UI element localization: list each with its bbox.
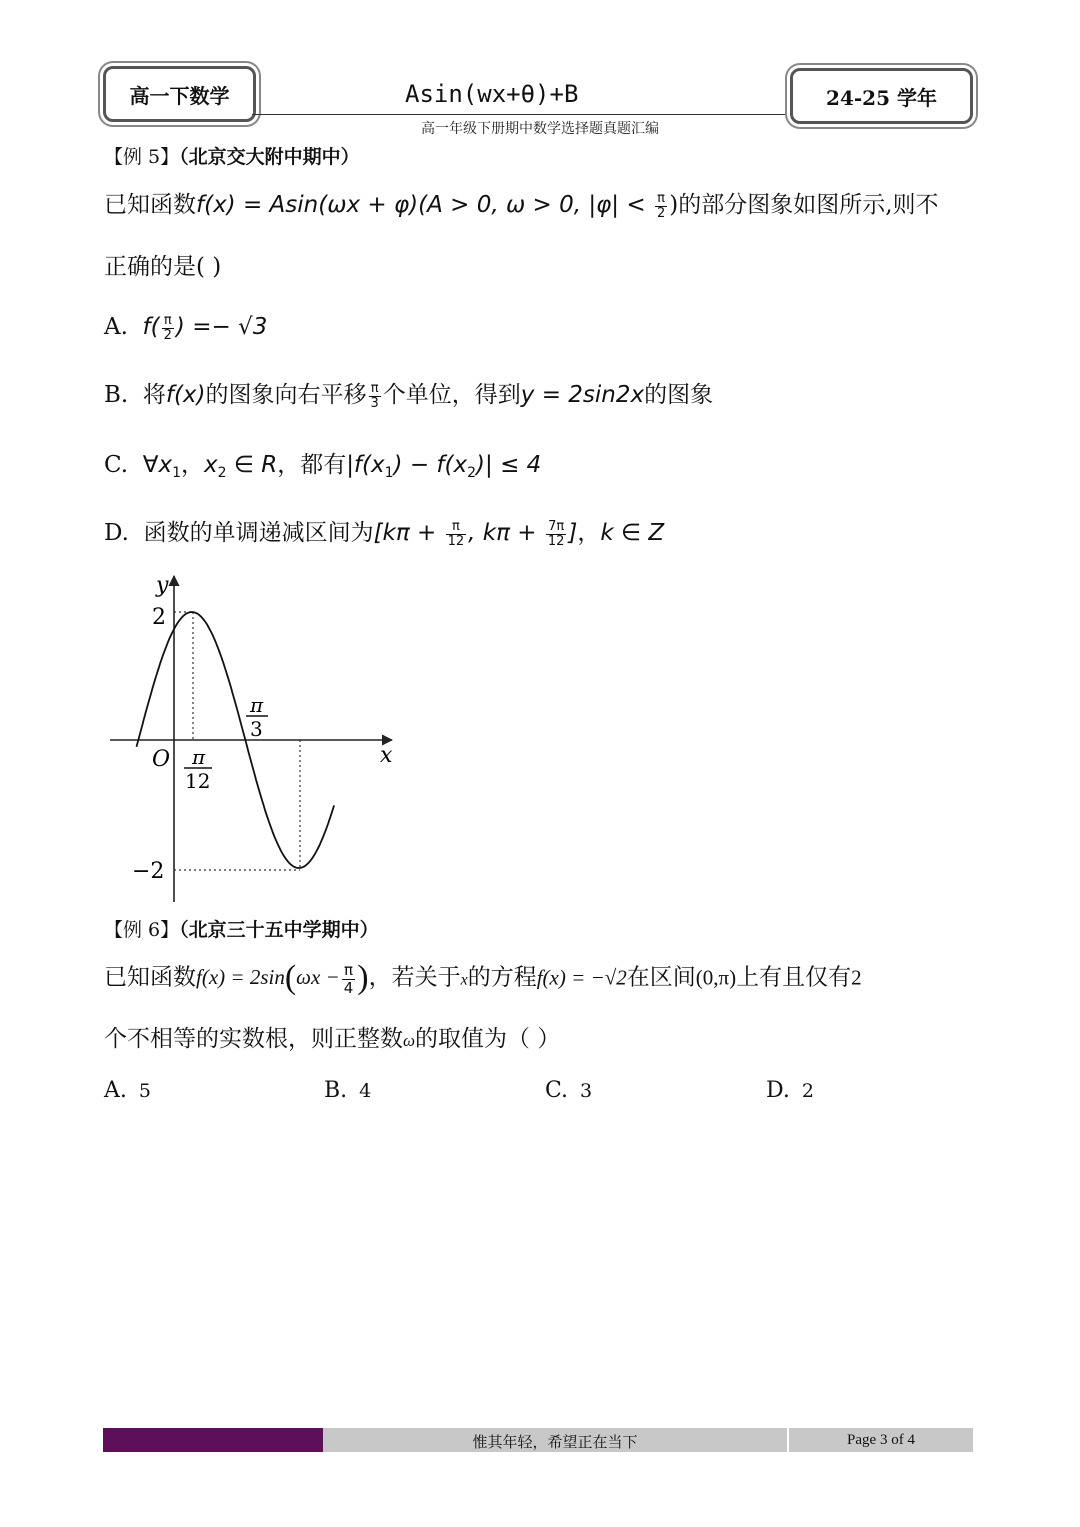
example5-option-c (104, 450, 541, 488)
header-subtitle: 高一年级下册期中数学选择题真题汇编 (421, 121, 659, 137)
stem-function: f(x) = Asin(ωx + φ)(A > 0, ω > 0, |φ| < (196, 192, 653, 218)
option-value: 5 (138, 1080, 151, 1102)
option-text: 的图象 (644, 382, 714, 408)
stem-number: 2 (851, 965, 862, 990)
option-text: 将 (142, 382, 166, 408)
example5-option-a (104, 312, 267, 343)
stem-text-suffix: )的部分图象如图所示,则不 (669, 192, 939, 218)
stem-text: 已知函数 (104, 192, 196, 218)
option-math: )| ≤ 4 (476, 452, 542, 478)
fraction-7pi-over-12: $\frac{7\pi}{12}$ (547, 518, 565, 549)
option-math: ∈ R (226, 452, 278, 478)
option-label: C. (545, 1078, 569, 1103)
option-label: B. (324, 1078, 348, 1103)
example6-option-b (324, 1078, 371, 1103)
tick-pi-3-num: π (250, 693, 264, 717)
example5-stem-line2: 正确的是( ) (104, 254, 222, 280)
example5-heading (104, 142, 360, 169)
option-value: 3 (580, 1080, 593, 1102)
option-text: ，都有 (277, 452, 347, 478)
footer-accent-block (103, 1428, 323, 1452)
option-math: , kπ + (468, 520, 544, 546)
stem-text: 在区间 (626, 964, 696, 991)
footer-page-number: Page 3 of 4 (847, 1432, 915, 1448)
header-title: Asin(wx+θ)+B (405, 80, 579, 108)
option-value: 4 (359, 1080, 372, 1102)
example5-stem-line1 (104, 190, 939, 221)
subscript: 1 (172, 465, 181, 481)
option-math: x (204, 452, 218, 478)
example6-source: （北京三十五中学期中） (179, 919, 379, 941)
option-label: A. (104, 1078, 127, 1103)
option-label: B. (104, 382, 129, 408)
option-a-math: f( (142, 314, 160, 340)
stem-text: 已知函数 (104, 964, 196, 991)
stem-function: f(x) = 2sin (196, 965, 285, 990)
example5-option-d (104, 518, 664, 549)
option-math: ∀x (142, 452, 173, 478)
x-axis-label: x (380, 743, 393, 768)
fraction-pi-over-2: $\frac{\pi}{2}$ (163, 312, 172, 343)
example6-option-a (104, 1078, 151, 1103)
example6-option-c (545, 1078, 592, 1103)
option-text: ， (577, 520, 601, 546)
option-math: ) − f(x (393, 452, 468, 478)
example6-stem-line1: 已知函数f(x) = 2sin(ωx − $\frac{\pi}{4}$ )，若关于x的方程f(x) = −√2在区间(0,π)上有且仅有2 (104, 959, 862, 997)
y-axis-label: y (156, 573, 169, 598)
header-divider (252, 114, 787, 115)
subscript: 2 (467, 465, 477, 481)
option-math: f(x) (165, 382, 206, 408)
example5-source: （北京交大附中期中） (179, 146, 360, 168)
stem-equation: f(x) = −√2 (536, 965, 627, 990)
option-label: C. (104, 452, 129, 478)
stem-function-arg: ωx − (296, 965, 340, 990)
fraction-pi-over-2: $\frac{\pi}{2}$ (656, 190, 666, 221)
example6-option-d (766, 1078, 814, 1103)
fraction-pi-over-4: $\frac{\pi}{4}$ (343, 961, 354, 997)
tick-pi-3-den: 3 (250, 717, 263, 741)
stem-text: 的方程 (467, 964, 537, 991)
example6-heading (104, 915, 379, 942)
header-subject-box (103, 66, 256, 122)
subscript: 1 (384, 465, 394, 481)
option-value: 2 (801, 1080, 814, 1102)
stem-text: ，若关于 (368, 964, 461, 991)
option-text: 函数的单调递减区间为 (143, 520, 374, 546)
option-math: [kπ + (373, 520, 444, 546)
header-year-box (790, 68, 973, 124)
option-label: A. (104, 314, 128, 340)
tick-pi-12-den: 12 (185, 769, 211, 793)
option-a-math-post: ) =− √3 (175, 314, 268, 340)
stem-text: 上有且仅有 (736, 964, 852, 991)
footer-motto: 惟其年轻，希望正在当下 (472, 1433, 638, 1451)
stem-omega: ω (403, 1031, 416, 1050)
option-text: 的图象向右平移 (205, 382, 367, 408)
option-math: |f(x (346, 452, 385, 478)
subscript: 2 (217, 465, 227, 481)
stem-interval: (0,π) (695, 965, 737, 990)
option-label: D. (766, 1078, 790, 1103)
option-text: ， (181, 452, 204, 478)
stem-text: 个不相等的实数根，则正整数 (104, 1026, 403, 1052)
option-math: k ∈ Z (600, 520, 665, 546)
example5-option-b (104, 380, 713, 411)
stem-var: x (460, 971, 468, 989)
option-text: 个单位，得到 (382, 382, 521, 408)
tick-pi-12-num: π (192, 745, 206, 769)
stem-text: 的取值为（ ） (415, 1026, 561, 1052)
option-label: D. (104, 520, 129, 546)
example6-tag: 【例 6】 (104, 919, 180, 941)
example5-tag: 【例 5】 (104, 146, 180, 168)
y-min-label: −2 (132, 859, 165, 884)
y-max-label: 2 (152, 605, 166, 630)
origin-label: O (152, 747, 171, 772)
sine-graph (104, 572, 404, 902)
example6-stem-line2 (104, 1024, 560, 1056)
option-math: ] (568, 520, 578, 546)
option-math: y = 2sin2x (520, 382, 645, 408)
fraction-pi-over-3: $\frac{\pi}{3}$ (370, 380, 379, 411)
header-subject: 高一下数学 (129, 83, 230, 108)
fraction-pi-over-12: $\frac{\pi}{12}$ (447, 518, 465, 549)
header-year: 24-25 学年 (826, 85, 937, 110)
